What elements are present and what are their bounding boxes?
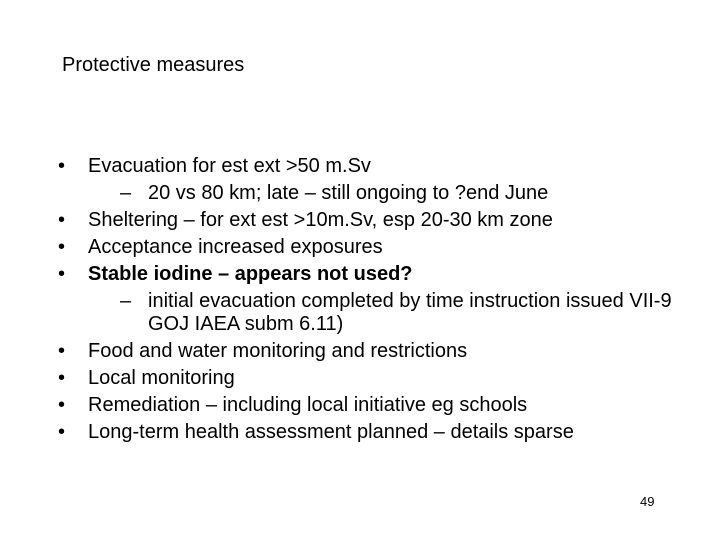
bullet-text: Evacuation for est ext >50 m.Sv [88, 155, 371, 177]
sub-bullet-item [58, 182, 698, 205]
bullet-text: Food and water monitoring and restrictions [88, 340, 468, 362]
bullet-list [58, 155, 698, 448]
bullet-text: Acceptance increased exposures [88, 236, 383, 258]
bullet-text-bold: Stable iodine – appears not used? [88, 263, 413, 285]
bullet-marker: • [58, 340, 66, 362]
bullet-text: Long-term health assessment planned – details sparse [88, 421, 574, 443]
bullet-marker: • [58, 367, 66, 389]
bullet-item [58, 394, 698, 417]
bullet-text: Local monitoring [88, 367, 235, 389]
bullet-item [58, 421, 698, 444]
bullet-marker: • [58, 421, 66, 443]
bullet-item [58, 340, 698, 363]
bullet-marker: • [58, 263, 66, 285]
sub-bullet-marker: – [120, 290, 132, 312]
page-number: 49 [640, 494, 655, 509]
bullet-item [58, 263, 698, 286]
bullet-item [58, 367, 698, 390]
bullet-marker: • [58, 394, 66, 416]
bullet-item [58, 209, 698, 232]
sub-bullet-text: 20 vs 80 km; late – still ongoing to ?end June [148, 182, 549, 204]
bullet-text: Remediation – including local initiative eg schools [88, 394, 528, 416]
slide-title: Protective measures [62, 54, 245, 76]
bullet-item [58, 236, 698, 259]
bullet-marker: • [58, 236, 66, 258]
bullet-text: Sheltering – for ext est >10m.Sv, esp 20-30 km zone [88, 209, 553, 231]
sub-bullet-item [58, 290, 698, 336]
sub-bullet-marker: – [120, 182, 132, 204]
bullet-item [58, 155, 698, 178]
bullet-marker: • [58, 155, 66, 177]
sub-bullet-text: initial evacuation completed by time instruction issued VII-9 GOJ IAEA subm 6.11) [148, 290, 672, 335]
bullet-marker: • [58, 209, 66, 231]
